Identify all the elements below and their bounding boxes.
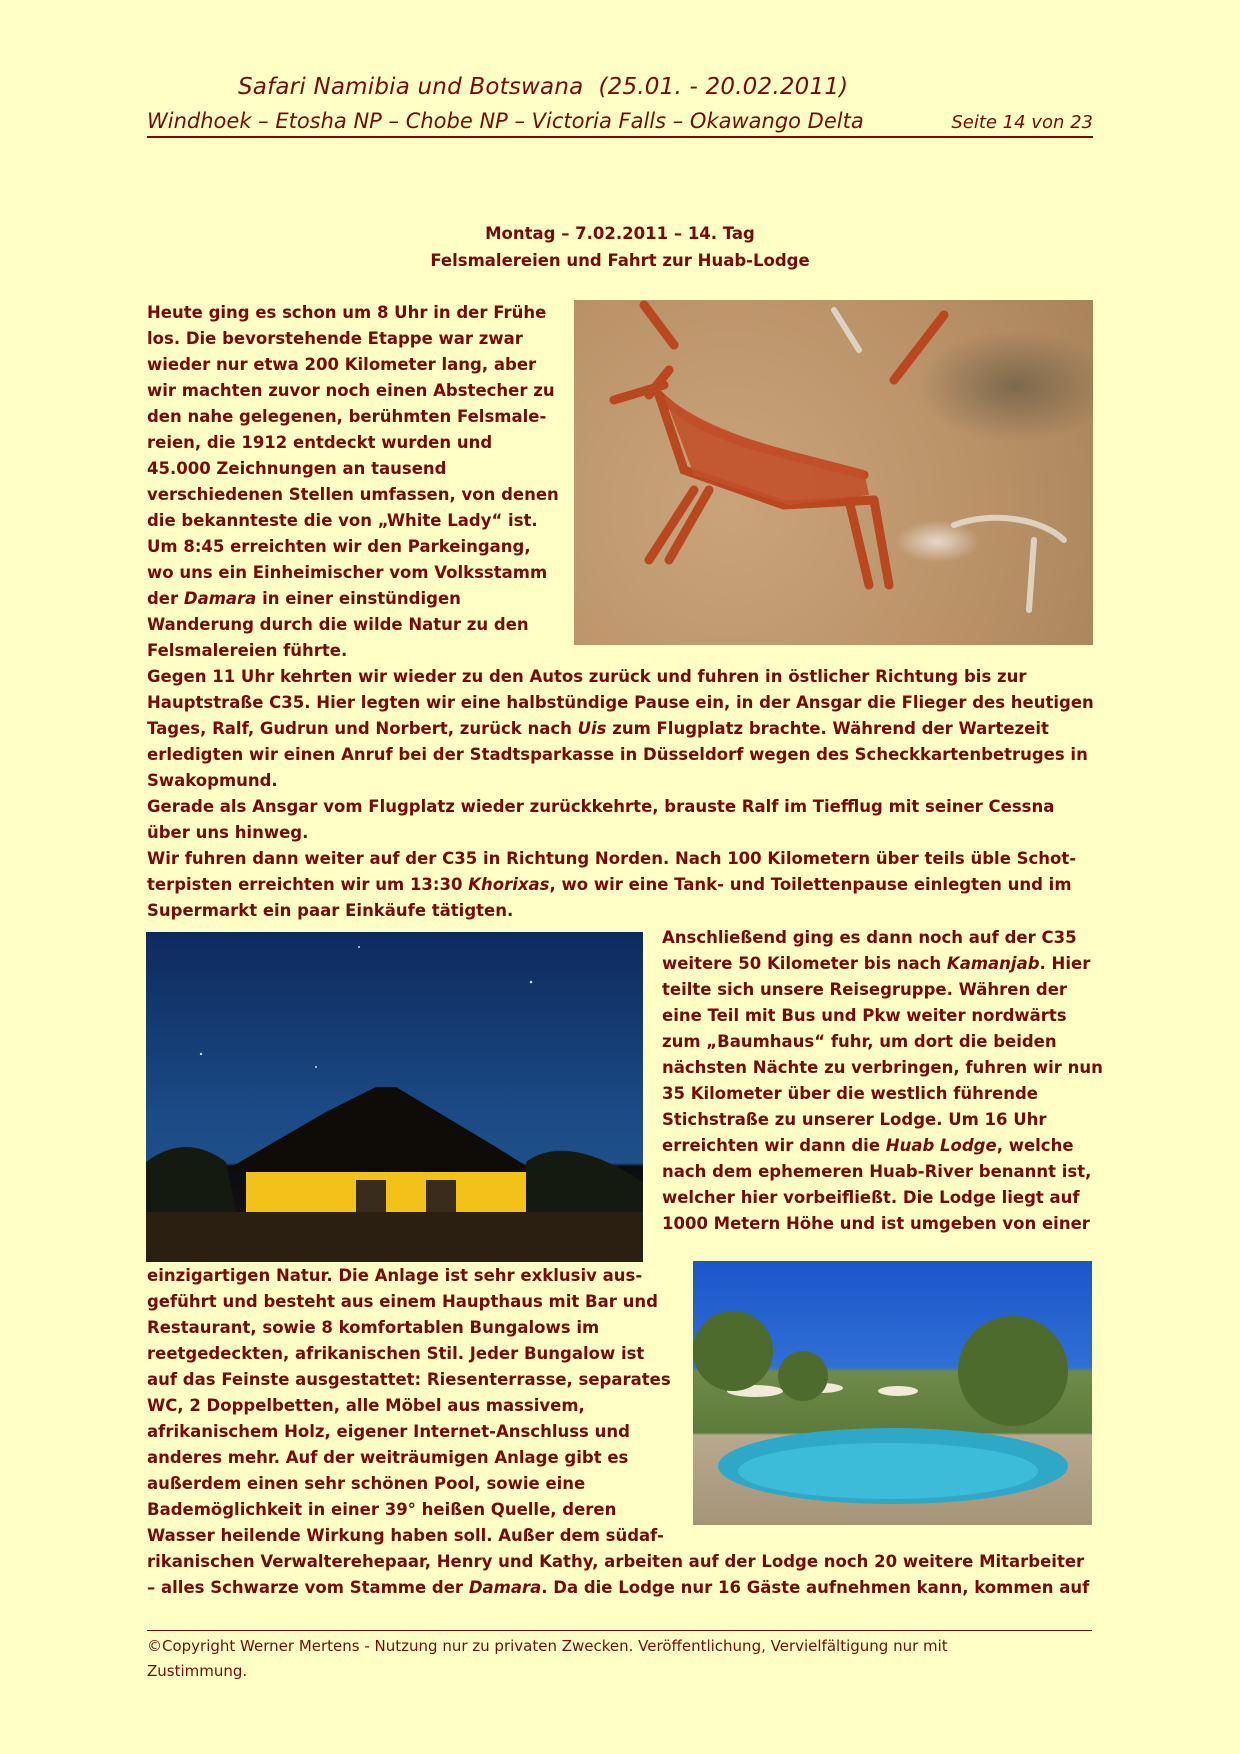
text-line: – alles Schwarze vom Stamme der Damara. Da die Lodge nur 16 Gäste aufnehmen kann, kommen auf [147,1578,1090,1597]
lodge-night-image [146,932,643,1262]
text-line: Stichstraße zu unserer Lodge. Um 16 Uhr [662,1110,1047,1129]
text-line: weitere 50 Kilometer bis nach Kamanjab. Hier [662,954,1091,973]
text-line: verschiedenen Stellen umfassen, von denen [147,485,559,504]
text-line: Wanderung durch die wilde Natur zu den [147,615,529,634]
text-line: außerdem einen sehr schönen Pool, sowie eine [147,1474,586,1493]
text-line: geführt und besteht aus einem Haupthaus mit Bar und [147,1292,658,1311]
text-line: einzigartigen Natur. Die Anlage ist sehr exklusiv aus- [147,1266,643,1285]
text-line: Restaurant, sowie 8 komfortablen Bungalows im [147,1318,600,1337]
copyright-line-2: Zustimmung. [147,1662,248,1680]
text-line: zum „Baumhaus“ fuhr, um dort die beiden [662,1032,1057,1051]
text-line: Um 8:45 erreichten wir den Parkeingang, [147,537,531,556]
text-line: 45.000 Zeichnungen an tausend [147,459,447,478]
text-line: den nahe gelegenen, berühmten Felsmale- [147,407,547,426]
paragraph-lodge-arrival [662,925,1103,1237]
text-line: anderes mehr. Auf der weiträumigen Anlage gibt es [147,1448,629,1467]
text-line: los. Die bevorstehende Etappe war zwar [147,329,523,348]
text-line: Supermarkt ein paar Einkäufe tätigten. [147,901,514,920]
text-line: Gegen 11 Uhr kehrten wir wieder zu den Autos zurück und fuhren in östlicher Richtung bis zur [147,667,1027,686]
text-line: welcher hier vorbeifließt. Die Lodge liegt auf [662,1188,1080,1207]
text-line: reetgedeckten, afrikanischen Stil. Jeder Bungalow ist [147,1344,645,1363]
text-line: Heute ging es schon um 8 Uhr in der Frühe [147,303,547,322]
pool-image [693,1261,1092,1525]
text-line: Wasser heilende Wirkung haben soll. Außer dem südaf- [147,1526,664,1545]
text-line: die bekannteste die von „White Lady“ ist. [147,511,538,530]
text-line: nach dem ephemeren Huab-River benannt ist, [662,1162,1092,1181]
day-subtitle: Felsmalereien und Fahrt zur Huab-Lodge [430,251,810,270]
text-line: auf das Feinste ausgestattet: Riesenterrasse, separates [147,1370,671,1389]
text-line: WC, 2 Doppelbetten, alle Möbel aus massivem, [147,1396,585,1415]
text-line: terpisten erreichten wir um 13:30 Khorixas, wo wir eine Tank- und Toilettenpause einlegten und im [147,875,1072,894]
text-line: afrikanischem Holz, eigener Internet-Anschluss und [147,1422,630,1441]
text-line: teilte sich unsere Reisegruppe. Währen der [662,980,1068,999]
copyright-footer [147,1634,1047,1684]
text-line: Tages, Ralf, Gudrun und Norbert, zurück nach Uis zum Flugplatz brachte. Während der Wartezeit [147,719,1049,738]
text-line: wir machten zuvor noch einen Abstecher zu [147,381,555,400]
text-line: Swakopmund. [147,771,278,790]
footer-divider [147,1630,1092,1631]
text-line: 35 Kilometer über die westlich führende [662,1084,1038,1103]
text-line: eine Teil mit Bus und Pkw weiter nordwärts [662,1006,1067,1025]
text-line: 1000 Metern Höhe und ist umgeben von einer [662,1214,1090,1233]
paragraph-lodge-staff [147,1549,1089,1601]
rock-art-image [574,300,1093,645]
text-line: erledigten wir einen Anruf bei der Stadtsparkasse in Düsseldorf wegen des Scheckkartenbetruges in [147,745,1088,764]
text-line: erreichten wir dann die Huab Lodge, welche [662,1136,1074,1155]
text-line: wo uns ein Einheimischer vom Volksstamm [147,563,548,582]
route-header [147,108,1093,138]
document-title: Safari Namibia und Botswana (25.01. - 20.02.2011) [238,74,849,100]
text-line: Felsmalereien führte. [147,641,348,660]
text-line: nächsten Nächte zu verbringen, fuhren wir nun [662,1058,1103,1077]
text-line: Gerade als Ansgar vom Flugplatz wieder zurückkehrte, brauste Ralf im Tiefflug mit seiner Cessna [147,797,1055,816]
text-line: Bademöglichkeit in einer 39° heißen Quelle, deren [147,1500,617,1519]
text-line: rikanischen Verwalterehepaar, Henry und Kathy, arbeiten auf der Lodge noch 20 weitere Mitarbeiter [147,1552,1085,1571]
text-line: Anschließend ging es dann noch auf der C35 [662,928,1077,947]
text-line: reien, die 1912 entdeckt wurden und [147,433,493,452]
text-line: über uns hinweg. [147,823,309,842]
page-number: Seite 14 von 23 [951,112,1093,133]
paragraph-afternoon [147,664,1094,924]
paragraph-rock-paintings [147,300,559,664]
text-line: Hauptstraße C35. Hier legten wir eine halbstündige Pause ein, in der Ansgar die Flieger des heutigen [147,693,1094,712]
route-text: Windhoek – Etosha NP – Chobe NP – Victoria Falls – Okawango Delta [147,109,864,133]
text-line: Wir fuhren dann weiter auf der C35 in Richtung Norden. Nach 100 Kilometern über teils üble Schot- [147,849,1077,868]
day-title: Montag – 7.02.2011 – 14. Tag [485,224,755,243]
copyright-line-1: ©Copyright Werner Mertens - Nutzung nur zu privaten Zwecken. Veröffentlichung, Vervielfältigung nur mit [147,1637,948,1655]
paragraph-lodge-description [147,1263,671,1549]
text-line: der Damara in einer einstündigen [147,589,461,608]
text-line: wieder nur etwa 200 Kilometer lang, aber [147,355,537,374]
